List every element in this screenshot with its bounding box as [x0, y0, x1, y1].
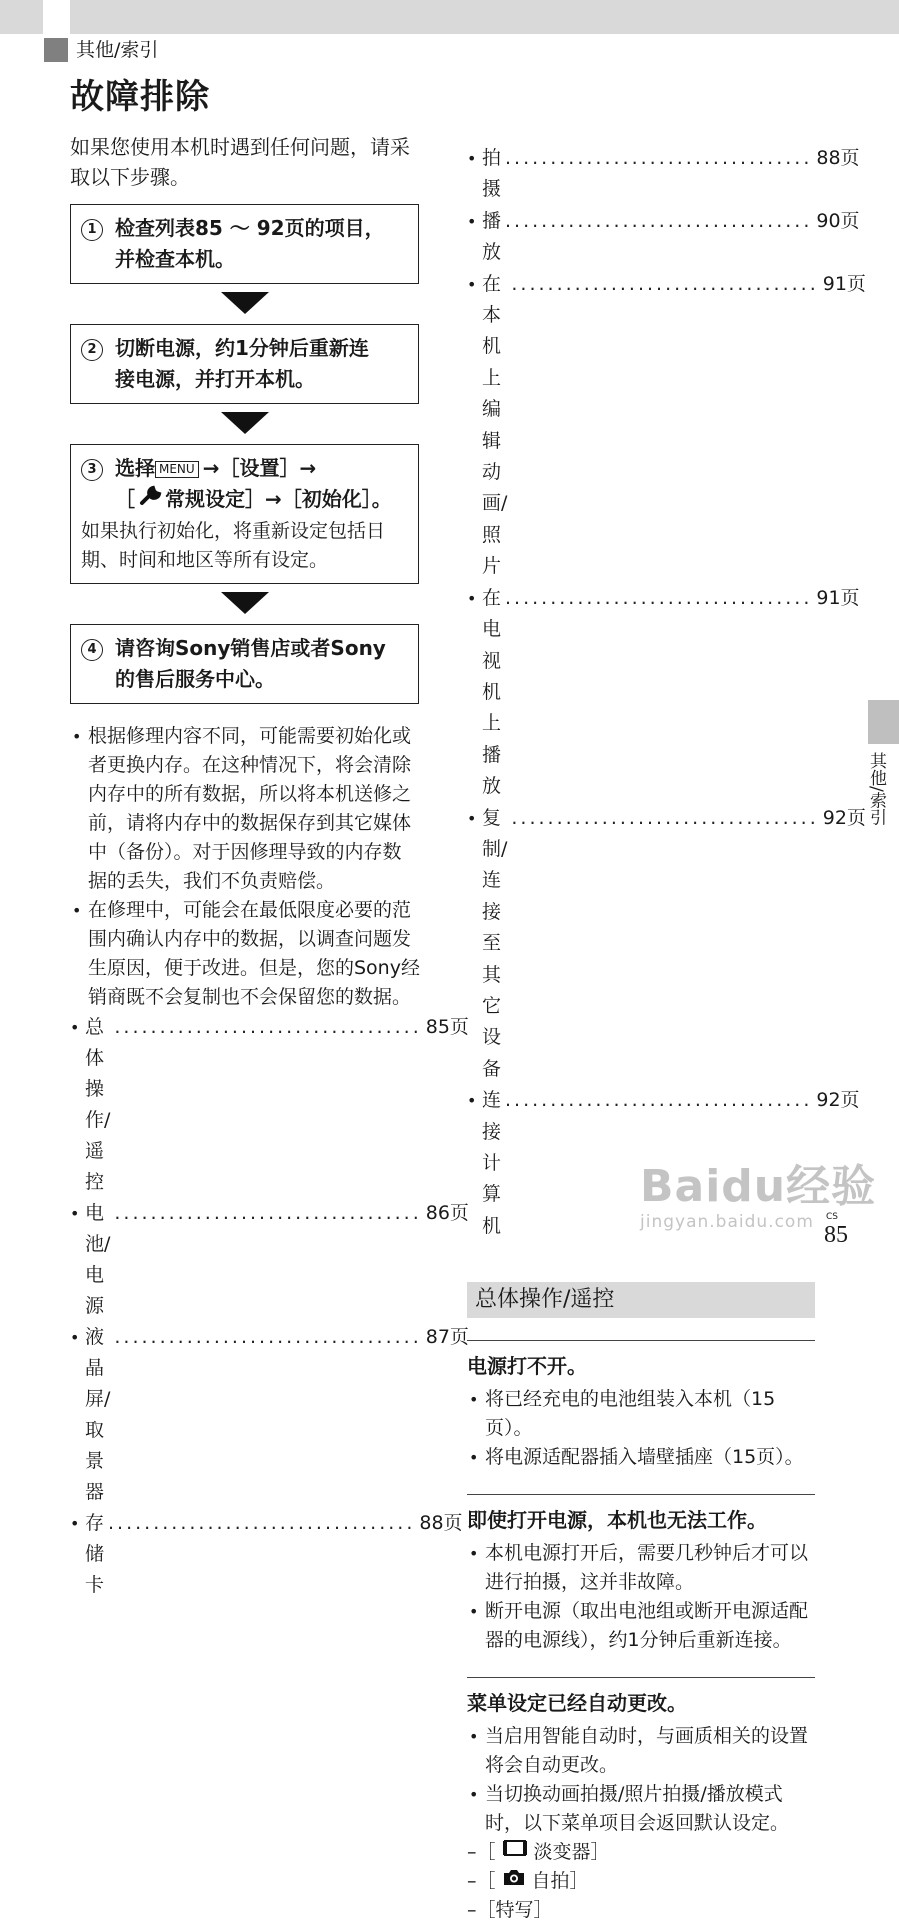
left-column	[70, 132, 469, 1601]
menu-button-key: MENU	[155, 461, 199, 478]
header-bar-left	[0, 0, 43, 34]
toc-link-computer[interactable]: • 连接计算机 .................................. 92页	[467, 1085, 815, 1242]
toc-page: 90页	[816, 209, 860, 232]
sub-item-fader	[467, 1838, 815, 1867]
toc-page: 91页	[822, 272, 866, 295]
toc-label: • 播放	[482, 209, 502, 264]
section-label: 其他/索引	[76, 39, 159, 61]
topic-not-working	[467, 1494, 815, 1655]
toc-page: 88页	[419, 1512, 463, 1534]
down-arrow-icon	[221, 592, 269, 614]
list-item: • 断开电源（取出电池组或断开电源适配器的电源线），约1分钟后重新连接。	[467, 1597, 815, 1655]
step-number: 2	[81, 339, 103, 361]
sub-item-label: 淡变器］	[533, 1841, 610, 1864]
toc-link-shooting[interactable]: • 拍摄 .................................. 88页	[467, 143, 815, 206]
topic-title: 菜单设定已经自动更改。	[467, 1691, 687, 1716]
intro-text: 如果您使用本机时遇到任何问题，请采取以下步骤。	[70, 135, 410, 189]
toc-label: • 在电视机上播放	[482, 586, 502, 798]
toc-label: • 连接计算机	[482, 1089, 502, 1237]
step-3	[70, 444, 419, 584]
step-4	[70, 624, 419, 704]
step-text: →［设置］→	[202, 456, 317, 480]
step-number: 3	[81, 459, 103, 481]
watermark-url: jingyan.baidu.com	[640, 1212, 814, 1232]
list-item: • 当启用智能自动时，与画质相关的设置将会自动更改。	[467, 1722, 815, 1780]
sub-item-prefix: –［	[467, 1841, 496, 1864]
toc-label: • 总体操作/遥控	[85, 1016, 111, 1193]
step-text: 检查列表85 ～ 92页的项目，	[115, 216, 385, 240]
step-text: 并检查本机。	[115, 247, 235, 271]
step-number: 4	[81, 639, 103, 661]
toc-page: 92页	[822, 806, 866, 829]
sub-item-closeup	[467, 1896, 815, 1925]
step-text: 接电源，并打开本机。	[115, 367, 315, 391]
toc-page: 86页	[425, 1202, 469, 1224]
sub-item-prefix: –［	[467, 1899, 496, 1922]
toc-page: 92页	[816, 1089, 860, 1112]
sub-item-selftimer	[467, 1867, 815, 1896]
step-text: 的售后服务中心。	[115, 667, 275, 691]
toc-page: 87页	[425, 1326, 469, 1348]
topic-menu-changed	[467, 1677, 815, 1925]
side-tab-marker	[868, 700, 899, 744]
toc-link-general[interactable]: • 总体操作/遥控 .................................. 85页	[70, 1012, 420, 1198]
step-number: 1	[81, 219, 103, 241]
toc-link-lcd[interactable]: • 液晶屏/取景器 .................................. 87页	[70, 1322, 420, 1508]
toc-link-tv[interactable]: • 在电视机上播放 .................................. 91页	[467, 583, 815, 803]
watermark-logo-text: Baidu经验	[640, 1161, 877, 1212]
toc-label: • 液晶屏/取景器	[85, 1326, 111, 1503]
list-item: • 将电源适配器插入墙壁插座（15页）。	[467, 1443, 815, 1472]
toc-page: 91页	[816, 586, 860, 609]
step-text: 请咨询Sony销售店或者Sony	[115, 636, 386, 660]
step-note: 如果执行初始化，将重新设定包括日期、时间和地区等所有设定。	[81, 520, 386, 571]
toc-link-copy[interactable]: • 复制/连接至其它设备 .................................. 92页	[467, 803, 815, 1086]
toc-link-memory[interactable]: • 存储卡 .................................. 88页	[70, 1508, 420, 1601]
toc-link-playback[interactable]: • 播放 .................................. 90页	[467, 206, 815, 269]
list-item: • 将已经充电的电池组装入本机（15页）。	[467, 1385, 815, 1443]
sub-item-label: 自拍］	[531, 1870, 589, 1893]
topic-title: 即使打开电源，本机也无法工作。	[467, 1508, 767, 1533]
step-text: 常规设定］→［初始化］。	[165, 487, 392, 511]
page-title: 故障排除	[70, 77, 210, 117]
toc-label: • 复制/连接至其它设备	[482, 806, 508, 1080]
toc-label: • 在本机上编辑动画/照片	[482, 272, 508, 578]
toc-page: 85页	[425, 1016, 469, 1038]
header-bar	[70, 0, 899, 34]
list-item: • 本机电源打开后，需要几秒钟后才可以进行拍摄，这并非故障。	[467, 1539, 815, 1597]
page-number: 85	[824, 1222, 848, 1248]
step-text: 切断电源，约1分钟后重新连	[115, 336, 369, 360]
toc-page: 88页	[816, 147, 860, 169]
step-2	[70, 324, 419, 404]
camera-icon	[502, 1867, 526, 1896]
language-code: CS	[826, 1212, 838, 1222]
toc-link-battery[interactable]: • 电池/电源 .................................. 86页	[70, 1198, 420, 1322]
down-arrow-icon	[221, 292, 269, 314]
repair-notes	[70, 722, 420, 1012]
step-1	[70, 204, 419, 284]
side-tab-label: 其他/索引	[866, 752, 886, 826]
topic-power-off	[467, 1340, 815, 1472]
film-frame-icon	[502, 1838, 528, 1867]
down-arrow-icon	[221, 412, 269, 434]
wrench-icon	[139, 484, 161, 515]
list-item: • 在修理中，可能会在最低限度必要的范围内确认内存中的数据，以调查问题发生原因，便于改进。但是，您的Sony经销商既不会复制也不会保留您的数据。	[70, 896, 420, 1012]
watermark	[640, 1150, 876, 1232]
section-heading: 总体操作/遥控	[467, 1282, 815, 1318]
sub-item-prefix: –［	[467, 1870, 496, 1893]
list-item: • 根据修理内容不同，可能需要初始化或者更换内存。在这种情况下，将会清除内存中的所有数据，所以将本机送修之前，请将内存中的数据保存到其它媒体中（备份）。对于因修理导致的内存数据的丢失，我们不负责赔偿。	[70, 722, 420, 896]
list-item: • 当切换动画拍摄/照片拍摄/播放模式时，以下菜单项目会返回默认设定。	[467, 1780, 815, 1838]
toc-link-editing[interactable]: • 在本机上编辑动画/照片 .................................. 91页	[467, 269, 815, 583]
toc-label: • 电池/电源	[85, 1202, 111, 1317]
sub-item-label: 特写］	[495, 1899, 553, 1922]
toc-label: • 拍摄	[482, 147, 502, 201]
step-text: 选择	[115, 456, 155, 480]
section-marker	[44, 38, 68, 62]
step-text: ［	[115, 487, 135, 511]
toc-label: • 存储卡	[85, 1512, 105, 1596]
toc-left	[70, 1012, 469, 1601]
topic-title: 电源打不开。	[467, 1354, 587, 1379]
